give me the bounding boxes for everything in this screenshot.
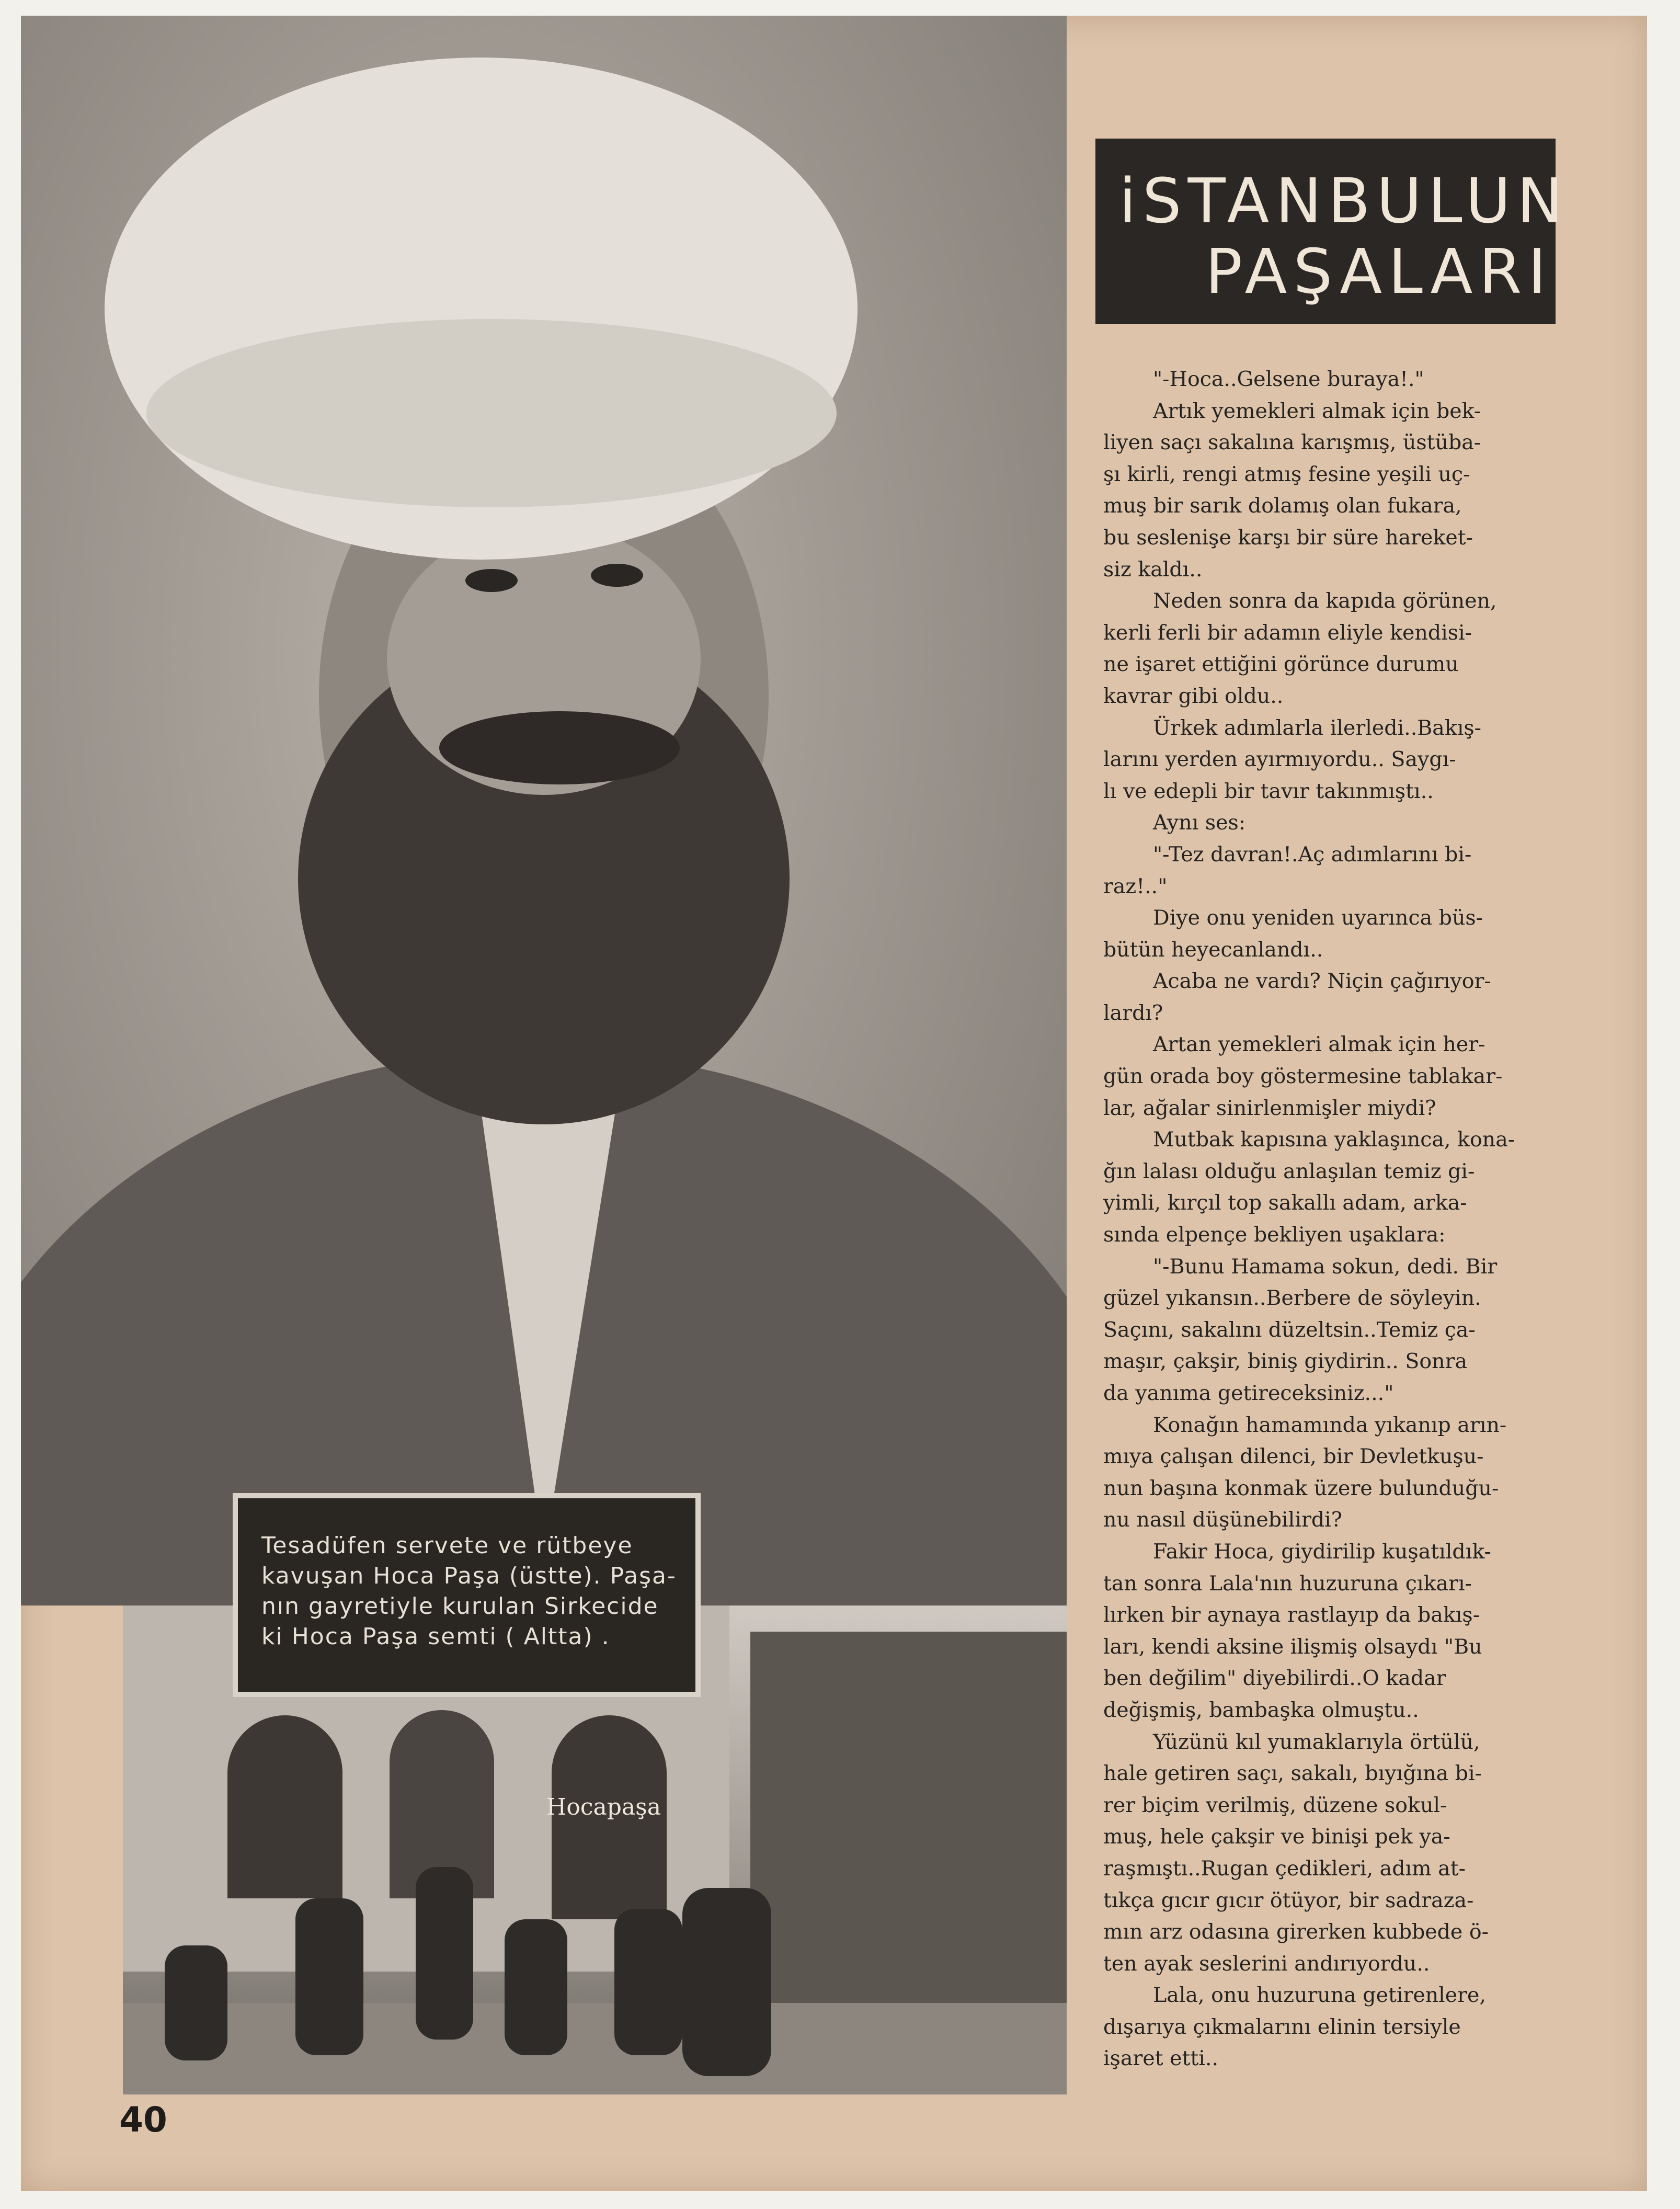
sidewalk: [123, 2003, 1067, 2094]
article-line: şı kirli, rengi atmış fesine yeşili uç-: [1103, 462, 1470, 486]
article-line: Konağın hamamında yıkanıp arın-: [1153, 1413, 1507, 1437]
article-line: "-Tez davran!.Aç adımlarını bi-: [1153, 842, 1472, 867]
caption-line: nın gayretiyle kurulan Sirkecide: [261, 1593, 659, 1620]
article-line: Saçını, sakalını düzeltsin..Temiz ça-: [1103, 1317, 1476, 1342]
article-title: [1095, 139, 1570, 324]
article-line: liyen saçı sakalına karışmış, üstüba-: [1103, 430, 1481, 455]
article-line: değişmiş, bambaşka olmuştu..: [1103, 1698, 1419, 1722]
article-text: [1103, 363, 1563, 2075]
article-line: mıya çalışan dilenci, bir Devletkuşu-: [1103, 1444, 1484, 1469]
article-line: Mutbak kapısına yaklaşınca, kona-: [1153, 1128, 1515, 1152]
article-line: maşır, çakşir, biniş giydirin.. Sonra: [1103, 1349, 1468, 1374]
portrait-photo: [21, 16, 1067, 1605]
article-line: yimli, kırçıl top sakallı adam, arka-: [1103, 1191, 1467, 1215]
photo-caption: [233, 1493, 701, 1697]
article-line: Lala, onu huzuruna getirenlere,: [1153, 1983, 1486, 2008]
article-line: "-Bunu Hamama sokun, dedi. Bir: [1153, 1254, 1498, 1279]
article-line: ları, kendi aksine ilişmiş olsaydı "Bu: [1103, 1634, 1482, 1659]
article-line: "-Hoca..Gelsene buraya!.": [1153, 367, 1424, 391]
article-line: dışarıya çıkmalarını elinin tersiyle: [1103, 2014, 1461, 2039]
article-line: Fakir Hoca, giydirilip kuşatıldık-: [1153, 1539, 1491, 1564]
article-line: işaret etti..: [1103, 2046, 1219, 2071]
article-line: güzel yıkansın..Berbere de söyleyin.: [1103, 1286, 1481, 1311]
article-line: tan sonra Lala'nın huzuruna çıkarı-: [1103, 1571, 1472, 1596]
turban-band: [146, 319, 837, 507]
page-number: 40: [119, 2100, 167, 2140]
shop-front: [750, 1632, 1067, 2029]
article-line: muş, hele çakşir ve binişi pek ya-: [1103, 1825, 1450, 1849]
article-line: lı ve edepli bir tavır takınmıştı..: [1103, 779, 1434, 803]
article-line: mın arz odasına girerken kubbede ö-: [1103, 1920, 1489, 1944]
article-line: bu seslenişe karşı bir süre hareket-: [1103, 525, 1473, 550]
article-line: gün orada boy göstermesine tablakar-: [1103, 1064, 1503, 1089]
article-line: ğın lalası olduğu anlaşılan temiz gi-: [1103, 1159, 1475, 1183]
article-line: ten ayak seslerini andırıyordu..: [1103, 1951, 1430, 1976]
article-line: larını yerden ayırmıyordu.. Saygı-: [1103, 747, 1456, 772]
article-line: rer biçim verilmiş, düzene sokul-: [1103, 1793, 1447, 1817]
article-line: kerli ferli bir adamın eliyle kendisi-: [1103, 620, 1472, 645]
caption-line: kavuşan Hoca Paşa (üstte). Paşa-: [261, 1563, 677, 1589]
article-line: Neden sonra da kapıda görünen,: [1153, 589, 1497, 613]
article-line: Artan yemekleri almak için her-: [1153, 1032, 1485, 1057]
article-line: sında elpençe bekliyen uşaklara:: [1103, 1223, 1446, 1247]
article-line: lırken bir aynaya rastlayıp da bakış-: [1103, 1603, 1480, 1627]
article-line: raşmıştı..Rugan çedikleri, adım at-: [1103, 1856, 1466, 1881]
article-line: da yanıma getireceksiniz...": [1103, 1381, 1394, 1405]
article-line: lardı?: [1103, 1000, 1163, 1025]
article-line: Acaba ne vardı? Niçin çağırıyor-: [1153, 969, 1491, 994]
article-line: Ürkek adımlarla ilerledi..Bakış-: [1153, 715, 1482, 740]
article-line: tıkça gıcır gıcır ötüyor, bir sadraza-: [1103, 1888, 1474, 1912]
article-line: Yüzünü kıl yumaklarıyla örtülü,: [1153, 1729, 1480, 1754]
portrait-illustration: [21, 16, 1067, 1605]
arched-window: [227, 1715, 342, 1898]
article-line: ne işaret ettiğini görünce durumu: [1103, 652, 1459, 677]
mustache: [439, 711, 680, 784]
shop-sign: Hocapaşa: [546, 1794, 661, 1820]
article-line: raz!..": [1103, 874, 1168, 898]
article-line: Aynı ses:: [1153, 811, 1246, 835]
article-line: ben değilim" diyebilirdi..O kadar: [1103, 1666, 1446, 1691]
article-line: kavrar gibi oldu..: [1103, 684, 1284, 708]
title-line-2: PAŞALARI: [1205, 235, 1553, 308]
article-line: muş bir sarık dolamış olan fukara,: [1103, 494, 1462, 518]
article-line: lar, ağalar sinirlenmişler miydi?: [1103, 1096, 1436, 1120]
article-line: hale getiren saçı, sakalı, bıyığına bi-: [1103, 1761, 1482, 1786]
article-line: Diye onu yeniden uyarınca büs-: [1153, 906, 1483, 930]
title-line-1: iSTANBULUN: [1119, 165, 1570, 237]
caption-line: Tesadüfen servete ve rütbeye: [261, 1532, 633, 1559]
article-line: Artık yemekleri almak için bek-: [1153, 398, 1481, 423]
article-line: siz kaldı..: [1103, 557, 1203, 582]
article-line: bütün heyecanlandı..: [1103, 937, 1323, 962]
caption-text: [261, 1531, 675, 1652]
right-eye: [591, 564, 643, 587]
article-body: [1103, 363, 1563, 2075]
caption-line: ki Hoca Paşa semti ( Altta) .: [261, 1623, 610, 1650]
left-eye: [465, 569, 518, 592]
article-line: nun başına konmak üzere bulunduğu-: [1103, 1476, 1499, 1500]
article-line: nu nasıl düşünebilirdi?: [1103, 1508, 1342, 1532]
